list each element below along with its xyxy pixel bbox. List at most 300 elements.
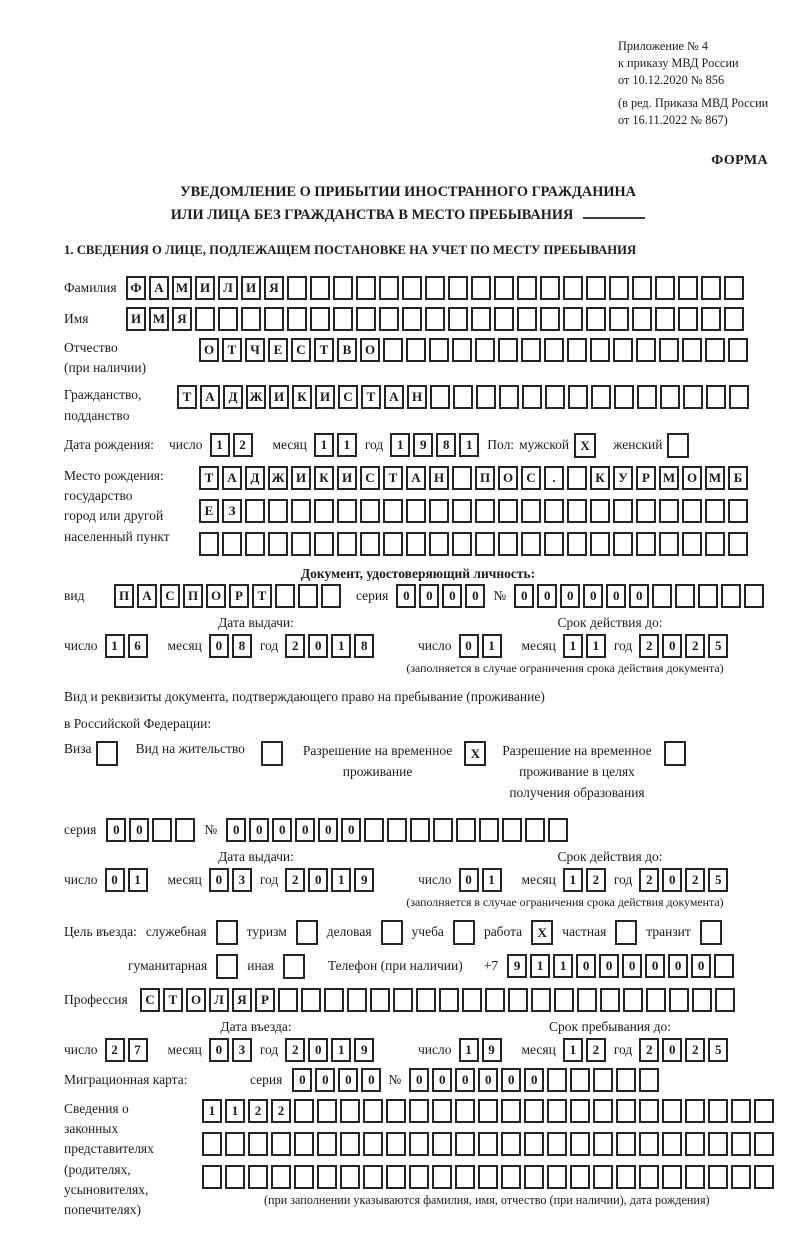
char-box: 1	[459, 433, 479, 457]
appendix-line: Приложение № 4	[618, 39, 709, 53]
char-box	[409, 1132, 429, 1156]
char-box	[593, 1165, 613, 1189]
char-box	[363, 1099, 383, 1123]
char-box	[547, 1099, 567, 1123]
char-box: 1	[563, 634, 583, 658]
residence-number-boxes	[226, 818, 571, 842]
char-box	[386, 1132, 406, 1156]
title-blank-underline	[583, 204, 645, 219]
char-box: М	[172, 276, 192, 300]
temp-residence-option	[303, 741, 486, 783]
birth-day-boxes	[210, 433, 256, 457]
char-box: 1	[225, 1099, 245, 1123]
char-box	[544, 532, 564, 556]
char-box	[337, 532, 357, 556]
char-box: 0	[432, 1068, 452, 1092]
char-box: И	[269, 385, 289, 409]
purpose-tourism-checkbox	[296, 920, 318, 945]
char-box	[701, 276, 721, 300]
char-box	[287, 276, 307, 300]
char-box: Ч	[245, 338, 265, 362]
char-box: С	[140, 988, 160, 1012]
char-box: 0	[292, 1068, 312, 1092]
char-box	[521, 499, 541, 523]
char-box	[590, 532, 610, 556]
char-box	[501, 1165, 521, 1189]
char-box	[655, 307, 675, 331]
char-box	[705, 338, 725, 362]
char-box: Я	[172, 307, 192, 331]
char-box: С	[291, 338, 311, 362]
char-box	[383, 338, 403, 362]
entry-month	[209, 1038, 255, 1062]
char-box	[317, 1132, 337, 1156]
representatives-block	[64, 1099, 772, 1221]
char-box: 1	[390, 433, 410, 457]
char-box: 0	[338, 1068, 358, 1092]
char-box	[291, 532, 311, 556]
char-box: И	[315, 385, 335, 409]
residence-intro-line2: в Российской Федерации:	[64, 716, 212, 732]
char-box	[662, 1099, 682, 1123]
char-box: Д	[223, 385, 243, 409]
char-box	[310, 307, 330, 331]
char-box: 0	[272, 818, 292, 842]
char-box	[478, 1099, 498, 1123]
char-box	[333, 307, 353, 331]
char-box	[692, 988, 712, 1012]
birth-place-boxes-row2	[199, 499, 751, 523]
char-box	[502, 818, 522, 842]
sex-female-label: женский	[613, 437, 663, 453]
char-box	[728, 499, 748, 523]
month-label: месяц	[521, 871, 556, 887]
edition-line: от 16.11.2022 № 867)	[618, 112, 728, 127]
char-box	[744, 584, 764, 608]
char-box	[402, 307, 422, 331]
char-box: 0	[583, 584, 603, 608]
char-box	[705, 532, 725, 556]
profession-boxes	[140, 988, 738, 1012]
char-box: 0	[662, 634, 682, 658]
month-label: месяц	[521, 1041, 556, 1057]
purpose-transit-checkbox	[700, 920, 722, 945]
char-box	[724, 276, 744, 300]
char-box	[685, 1165, 705, 1189]
char-box	[425, 276, 445, 300]
char-box	[452, 499, 472, 523]
citizenship-row	[64, 385, 772, 426]
char-box	[409, 1099, 429, 1123]
identity-number-label: №	[493, 587, 507, 603]
char-box	[410, 818, 430, 842]
purpose-business-checkbox	[216, 920, 238, 945]
char-box	[600, 988, 620, 1012]
char-box	[452, 532, 472, 556]
char-box	[432, 1132, 452, 1156]
char-box	[728, 532, 748, 556]
char-box: П	[114, 584, 134, 608]
migration-number-boxes	[409, 1068, 662, 1092]
char-box	[152, 818, 172, 842]
char-box	[379, 307, 399, 331]
char-box: 0	[537, 584, 557, 608]
char-box	[632, 276, 652, 300]
char-box	[317, 1099, 337, 1123]
char-box	[195, 307, 215, 331]
migration-series-label: серия	[250, 1071, 283, 1087]
char-box	[416, 988, 436, 1012]
char-box: 2	[233, 433, 253, 457]
char-box: 0	[249, 818, 269, 842]
purpose-row1	[64, 920, 772, 945]
char-box	[731, 1165, 751, 1189]
char-box	[494, 276, 514, 300]
char-box	[199, 532, 219, 556]
char-box: Н	[429, 466, 449, 490]
char-box: 0	[361, 1068, 381, 1092]
phone-boxes	[507, 954, 737, 978]
char-box	[662, 1132, 682, 1156]
char-box: П	[183, 584, 203, 608]
char-box: 1	[331, 1038, 351, 1062]
char-box	[540, 307, 560, 331]
char-box	[264, 307, 284, 331]
char-box	[439, 988, 459, 1012]
citizenship-boxes	[177, 385, 752, 409]
char-box	[478, 1132, 498, 1156]
birth-date-label: Дата рождения:	[64, 437, 155, 453]
char-box: Р	[229, 584, 249, 608]
given-name-boxes	[126, 307, 747, 331]
char-box	[222, 532, 242, 556]
identity-valid-month	[563, 634, 609, 658]
char-box: 0	[662, 1038, 682, 1062]
char-box: О	[360, 338, 380, 362]
char-box	[721, 584, 741, 608]
char-box: 8	[354, 634, 374, 658]
given-name-label: Имя	[64, 310, 89, 326]
char-box	[521, 338, 541, 362]
char-box	[593, 1132, 613, 1156]
char-box	[708, 1099, 728, 1123]
char-box	[225, 1165, 245, 1189]
char-box: .	[544, 466, 564, 490]
char-box: Б	[728, 466, 748, 490]
year-label: год	[259, 637, 279, 653]
char-box: 0	[409, 1068, 429, 1092]
identity-doc-kind-row	[64, 584, 772, 608]
char-box	[570, 1099, 590, 1123]
year-label: год	[613, 1041, 633, 1057]
residence-series-row	[64, 818, 772, 842]
char-box	[754, 1132, 774, 1156]
char-box	[498, 338, 518, 362]
char-box: 8	[232, 634, 252, 658]
char-box: Т	[163, 988, 183, 1012]
char-box: 0	[668, 954, 688, 978]
char-box	[554, 988, 574, 1012]
char-box	[356, 307, 376, 331]
char-box: И	[195, 276, 215, 300]
char-box	[547, 1165, 567, 1189]
char-box: 1	[202, 1099, 222, 1123]
month-label: месяц	[521, 637, 556, 653]
char-box	[613, 499, 633, 523]
char-box	[324, 988, 344, 1012]
char-box: А	[137, 584, 157, 608]
char-box	[590, 499, 610, 523]
char-box	[563, 276, 583, 300]
char-box	[360, 499, 380, 523]
residence-series-label: серия	[64, 821, 97, 837]
char-box: 1	[482, 868, 502, 892]
day-label: число	[418, 871, 452, 887]
char-box	[364, 818, 384, 842]
char-box	[278, 988, 298, 1012]
char-box	[508, 988, 528, 1012]
char-box	[409, 1165, 429, 1189]
char-box: 3	[232, 868, 252, 892]
char-box: И	[126, 307, 146, 331]
char-box: 0	[501, 1068, 521, 1092]
representatives-label: Сведения о законных представителях (родителях, усыновителях, попечителях)	[64, 1100, 154, 1218]
purpose-work-checkbox: X	[531, 920, 553, 945]
char-box	[321, 584, 341, 608]
char-box	[476, 385, 496, 409]
identity-issue-day	[105, 634, 151, 658]
residence-issue-month	[209, 868, 255, 892]
char-box	[429, 338, 449, 362]
char-box	[682, 499, 702, 523]
char-box: 1	[459, 1038, 479, 1062]
identity-issue-year	[285, 634, 377, 658]
char-box: Т	[314, 338, 334, 362]
char-box	[271, 1165, 291, 1189]
char-box	[531, 988, 551, 1012]
purpose-private-checkbox	[615, 920, 637, 945]
purpose-study-checkbox	[453, 920, 475, 945]
char-box	[609, 307, 629, 331]
char-box	[636, 499, 656, 523]
char-box: 0	[442, 584, 462, 608]
char-box	[639, 1099, 659, 1123]
purpose-private-label: частная	[562, 924, 607, 940]
char-box: 0	[318, 818, 338, 842]
char-box	[724, 307, 744, 331]
char-box	[544, 338, 564, 362]
char-box	[498, 499, 518, 523]
char-box	[586, 307, 606, 331]
char-box: 8	[436, 433, 456, 457]
char-box	[475, 532, 495, 556]
char-box: 1	[331, 868, 351, 892]
char-box	[521, 532, 541, 556]
surname-label: Фамилия	[64, 279, 117, 295]
char-box: 2	[285, 1038, 305, 1062]
appendix-line: от 10.12.2020 № 856	[618, 73, 725, 88]
char-box: М	[149, 307, 169, 331]
char-box	[448, 307, 468, 331]
identity-valid-year	[639, 634, 731, 658]
char-box: 2	[639, 868, 659, 892]
char-box: 1	[105, 634, 125, 658]
residence-issue-day	[105, 868, 151, 892]
edition-line: (в ред. Приказа МВД России	[618, 95, 769, 110]
char-box	[337, 499, 357, 523]
char-box	[202, 1132, 222, 1156]
birth-place-boxes-row1	[199, 466, 751, 490]
form-title-line1: УВЕДОМЛЕНИЕ О ПРИБЫТИИ ИНОСТРАННОГО ГРАЖДАНИНА	[180, 184, 636, 201]
entry-day	[105, 1038, 151, 1062]
char-box: М	[659, 466, 679, 490]
char-box	[662, 1165, 682, 1189]
representatives-note: (при заполнении указываются фамилия, имя, отчество (при наличии), дата рождения)	[264, 1192, 710, 1207]
char-box	[754, 1165, 774, 1189]
char-box: 2	[105, 1038, 125, 1062]
char-box: 0	[622, 954, 642, 978]
char-box	[616, 1068, 636, 1092]
char-box	[452, 466, 472, 490]
char-box: Я	[232, 988, 252, 1012]
char-box	[501, 1099, 521, 1123]
year-label: год	[259, 871, 279, 887]
char-box: Ж	[268, 466, 288, 490]
char-box	[241, 307, 261, 331]
char-box	[475, 499, 495, 523]
char-box: С	[360, 466, 380, 490]
char-box	[294, 1099, 314, 1123]
char-box: 5	[708, 1038, 728, 1062]
char-box: 0	[455, 1068, 475, 1092]
migration-number-label: №	[388, 1071, 402, 1087]
residence-valid-heading: Срок действия до:	[557, 848, 663, 864]
visa-option	[64, 741, 118, 766]
char-box	[568, 385, 588, 409]
purpose-other-label: иная	[247, 958, 274, 974]
char-box	[340, 1099, 360, 1123]
char-box: 9	[413, 433, 433, 457]
char-box: 2	[685, 1038, 705, 1062]
given-name-row	[64, 307, 772, 331]
identity-doc-heading: Документ, удостоверяющий личность:	[300, 565, 536, 581]
patronymic-row	[64, 338, 772, 379]
temp-residence-label: Разрешение на временное проживание	[302, 743, 453, 779]
char-box	[294, 1165, 314, 1189]
char-box: 0	[599, 954, 619, 978]
char-box	[639, 1165, 659, 1189]
char-box: З	[222, 499, 242, 523]
purpose-row2	[128, 954, 772, 979]
char-box	[360, 532, 380, 556]
char-box: Р	[636, 466, 656, 490]
char-box	[248, 1165, 268, 1189]
appendix-block	[618, 38, 772, 129]
char-box: 1	[337, 433, 357, 457]
day-label: число	[64, 637, 98, 653]
representatives-boxes-row1	[202, 1099, 777, 1123]
char-box: 0	[662, 868, 682, 892]
char-box: Я	[264, 276, 284, 300]
char-box: К	[292, 385, 312, 409]
char-box	[593, 1068, 613, 1092]
char-box	[637, 385, 657, 409]
char-box: 1	[563, 1038, 583, 1062]
sex-male-label: мужской	[519, 437, 570, 453]
char-box	[570, 1132, 590, 1156]
char-box: 0	[105, 868, 125, 892]
char-box: 0	[209, 868, 229, 892]
char-box	[540, 276, 560, 300]
char-box	[567, 466, 587, 490]
char-box	[570, 1068, 590, 1092]
residence-dates	[64, 849, 772, 912]
char-box: 1	[586, 634, 606, 658]
purpose-transit-label: транзит	[646, 924, 691, 940]
char-box: 0	[295, 818, 315, 842]
char-box	[545, 385, 565, 409]
char-box	[499, 385, 519, 409]
identity-kind-label: вид	[64, 587, 85, 603]
char-box	[590, 338, 610, 362]
year-label: год	[364, 437, 384, 453]
form-label: ФОРМА	[711, 153, 768, 169]
char-box: 0	[315, 1068, 335, 1092]
char-box	[544, 499, 564, 523]
char-box: О	[199, 338, 219, 362]
char-box	[333, 276, 353, 300]
char-box	[471, 307, 491, 331]
char-box	[570, 1165, 590, 1189]
char-box: 0	[129, 818, 149, 842]
migration-series-boxes	[292, 1068, 384, 1092]
residence-valid-day	[459, 868, 505, 892]
char-box: Р	[255, 988, 275, 1012]
char-box: А	[222, 466, 242, 490]
visa-label: Виза	[64, 741, 92, 757]
char-box	[298, 584, 318, 608]
char-box	[685, 1132, 705, 1156]
char-box: И	[241, 276, 261, 300]
char-box	[517, 276, 537, 300]
year-label: год	[259, 1041, 279, 1057]
char-box: 1	[210, 433, 230, 457]
char-box	[225, 1132, 245, 1156]
char-box: 9	[507, 954, 527, 978]
char-box: 2	[586, 1038, 606, 1062]
char-box	[479, 818, 499, 842]
day-label: число	[418, 637, 452, 653]
char-box: 7	[128, 1038, 148, 1062]
char-box	[271, 1132, 291, 1156]
birth-place-label: Место рождения: государство город или другой населенный пункт	[64, 467, 170, 544]
temp-residence-checkbox: X	[464, 741, 486, 766]
char-box	[639, 1068, 659, 1092]
char-box: 0	[308, 634, 328, 658]
char-box: 0	[691, 954, 711, 978]
char-box	[614, 385, 634, 409]
char-box: 1	[530, 954, 550, 978]
char-box	[317, 1165, 337, 1189]
char-box	[616, 1099, 636, 1123]
form-title-line2: ИЛИ ЛИЦА БЕЗ ГРАЖДАНСТВА В МЕСТО ПРЕБЫВАНИЯ	[170, 206, 574, 223]
char-box	[485, 988, 505, 1012]
char-box: 0	[629, 584, 649, 608]
char-box: 2	[639, 1038, 659, 1062]
identity-dates	[64, 615, 772, 678]
char-box	[754, 1099, 774, 1123]
representatives-boxes-row3	[202, 1165, 777, 1189]
